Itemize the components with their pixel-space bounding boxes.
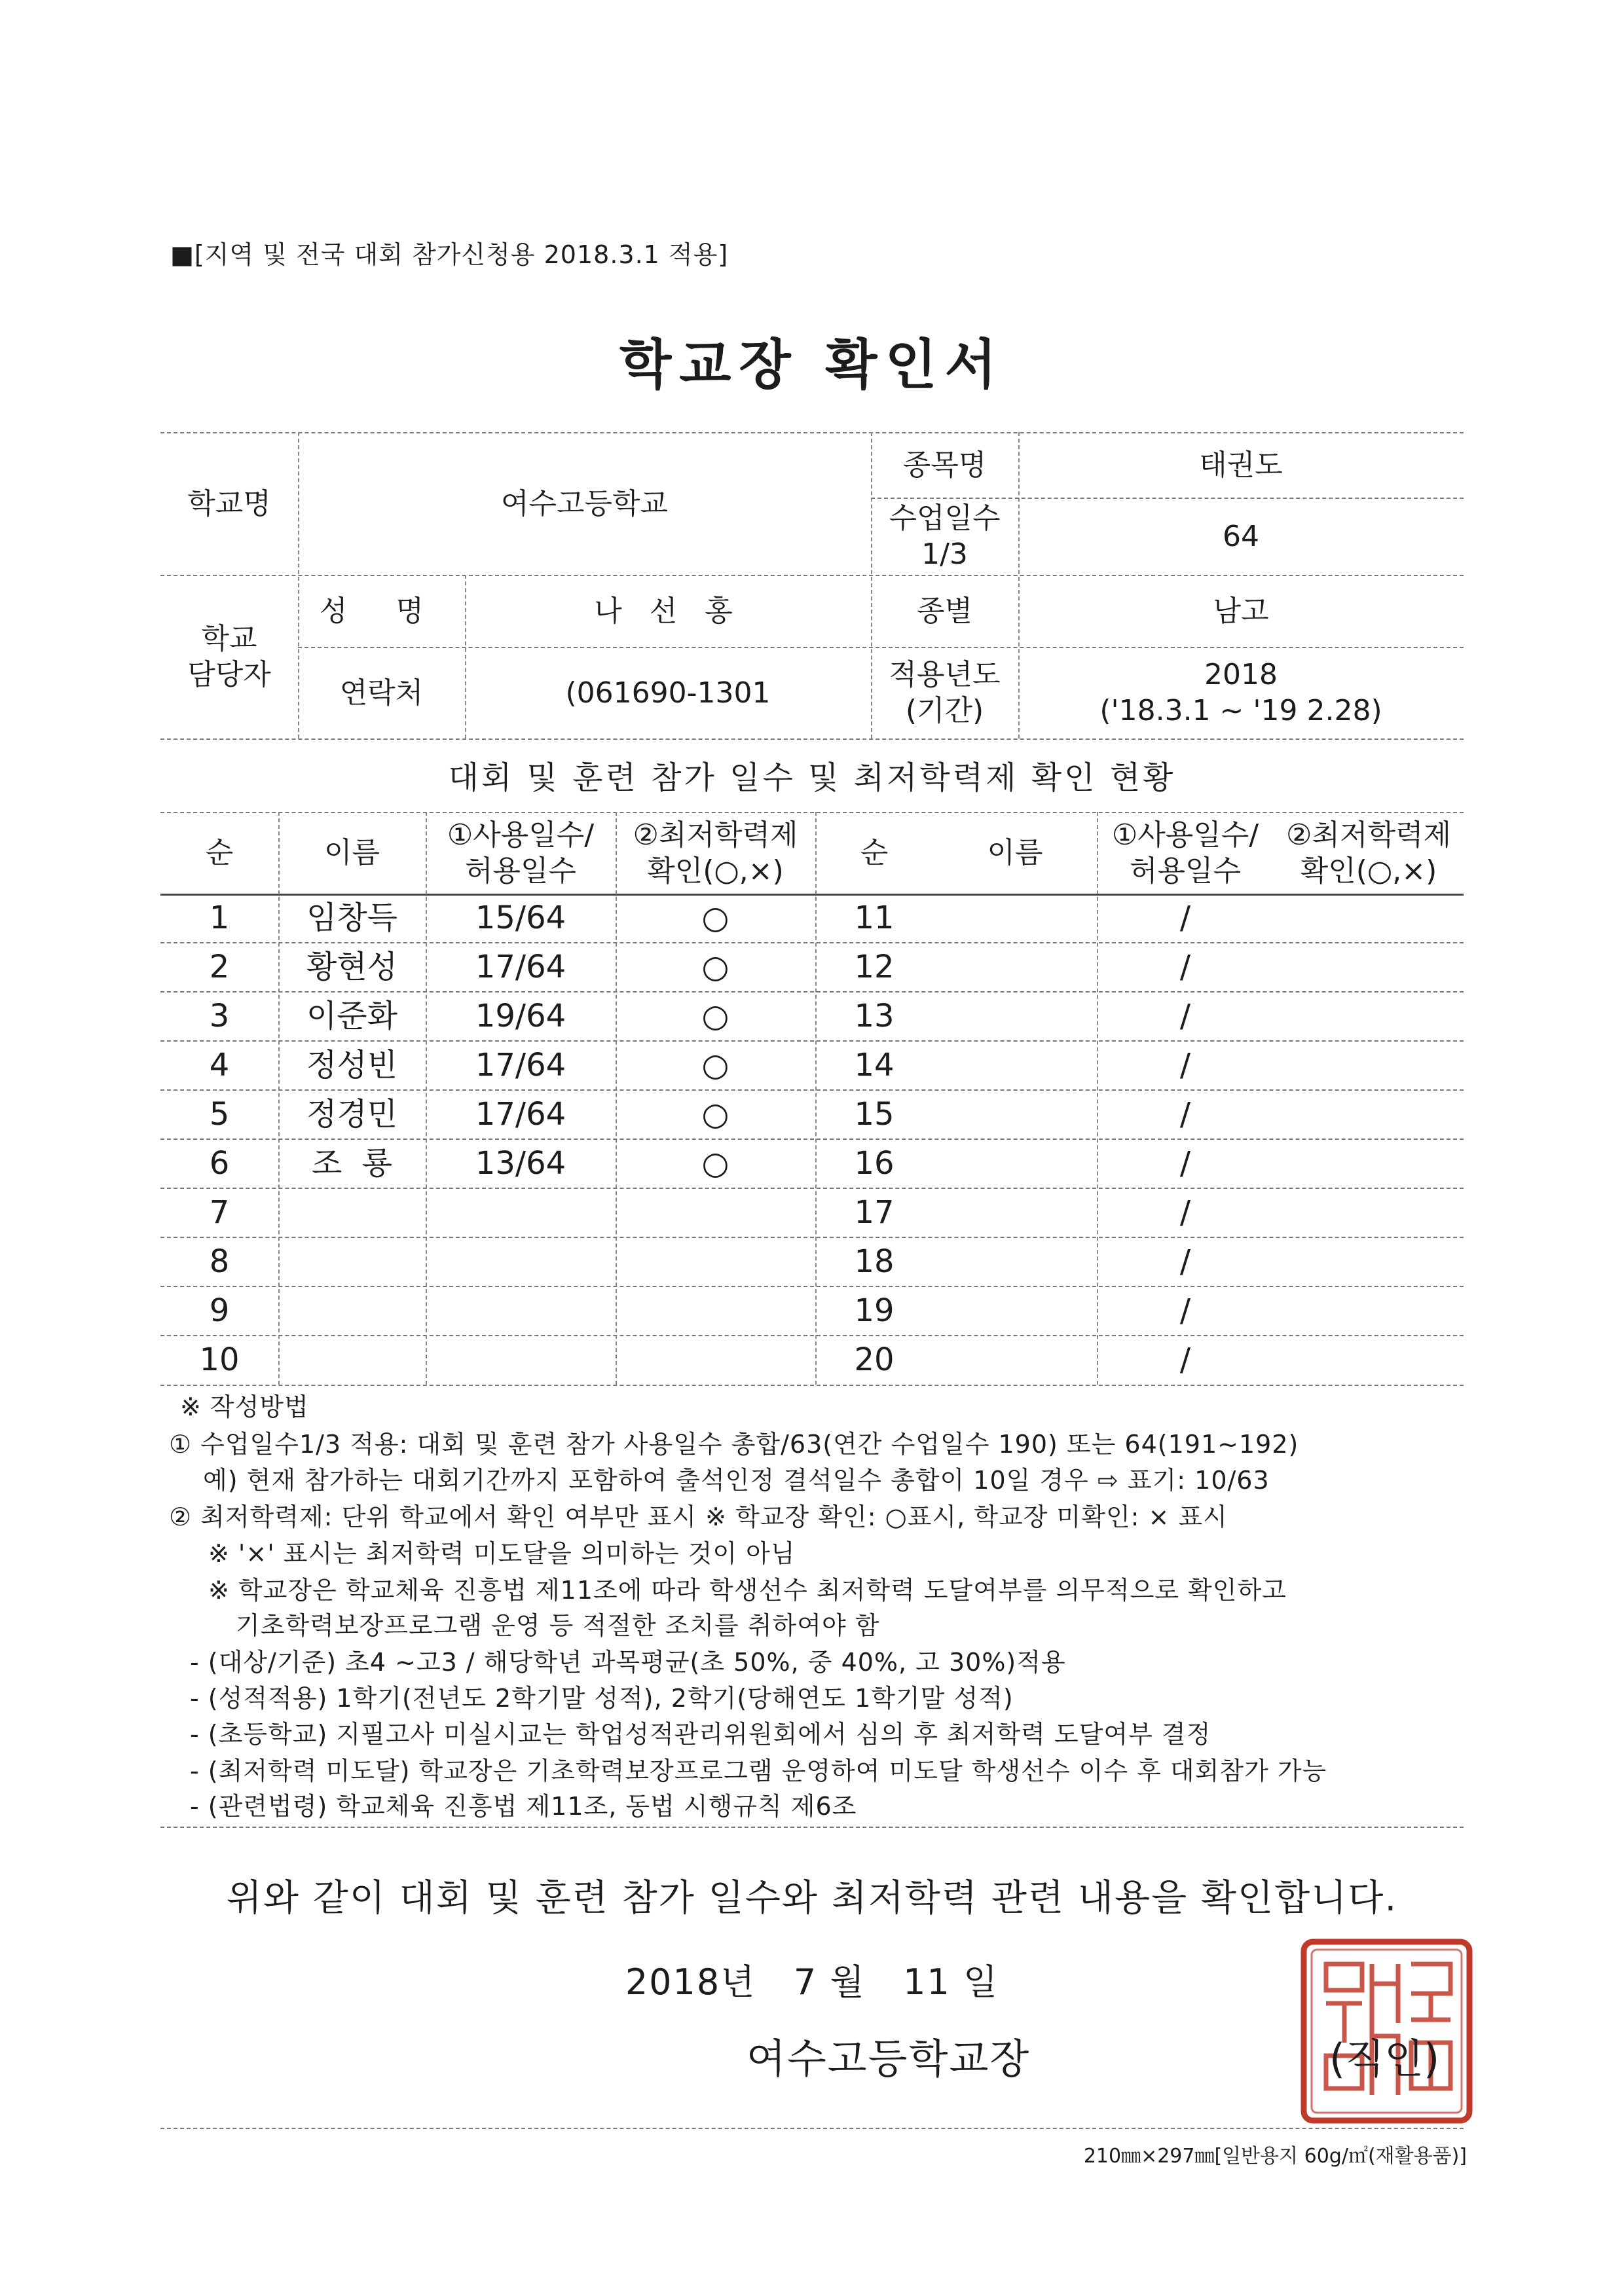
- row-num-right: 20: [854, 1341, 895, 1378]
- row-days-right: /: [1179, 900, 1191, 936]
- row-num-right: 19: [854, 1292, 895, 1329]
- row-check: ○: [701, 1095, 729, 1133]
- row-num: 9: [209, 1292, 230, 1329]
- row-num-right: 14: [854, 1046, 895, 1084]
- header-days-right: ①사용일수/ 허용일수: [1111, 818, 1259, 888]
- header-days: ①사용일수/ 허용일수: [447, 818, 595, 888]
- row-check: ○: [701, 900, 729, 936]
- row-days-right: /: [1179, 1095, 1191, 1133]
- note-line: ① 수업일수1/3 적용: 대회 및 훈련 참가 사용일수 총합/63(연간 수업일수 190) 또는 64(191~192): [169, 1430, 1299, 1459]
- school-name-label: 학교명: [187, 486, 271, 520]
- header-name: 이름: [323, 836, 380, 869]
- row-num: 5: [209, 1095, 230, 1133]
- status-title: 대회 및 훈련 참가 일수 및 최저학력제 확인 현황: [448, 759, 1176, 796]
- row-check: ○: [701, 997, 729, 1034]
- row-days-right: /: [1179, 997, 1191, 1034]
- row-num-right: 15: [854, 1095, 895, 1133]
- note-line: - (성적적용) 1학기(전년도 2학기말 성적), 2학기(당해연도 1학기말 성적): [190, 1684, 1014, 1713]
- gender-label: 종별: [916, 594, 972, 628]
- form-header-note: ■[지역 및 전국 대회 참가신청용 2018.3.1 적용]: [170, 240, 729, 269]
- row-name: 황현성: [306, 948, 398, 985]
- contact-label: 연락처: [339, 676, 424, 710]
- note-line: 예) 현재 참가하는 대회기간까지 포함하여 출석인정 결석일수 총합이 10일 경우 ⇨ 표기: 10/63: [203, 1466, 1270, 1495]
- note-line: ※ '×' 표시는 최저학력 미도달을 의미하는 것이 아님: [208, 1539, 796, 1568]
- manager-name-value: 나 선 홍: [594, 594, 742, 628]
- contact-value: (061690-1301: [565, 676, 771, 710]
- header-check: ②최저학력제 확인(○,×): [633, 818, 798, 888]
- row-num-right: 17: [854, 1194, 895, 1231]
- row-name: 정경민: [306, 1095, 398, 1133]
- row-num-right: 13: [854, 997, 895, 1034]
- row-name: 정성빈: [306, 1046, 398, 1084]
- row-num: 4: [209, 1046, 230, 1084]
- row-num-right: 12: [854, 948, 895, 985]
- row-num-right: 11: [854, 900, 895, 936]
- row-days: 19/64: [475, 997, 566, 1034]
- note-line: - (관련법령) 학교체육 진흥법 제11조, 동법 시행규칙 제6조: [190, 1792, 857, 1821]
- row-num: 6: [209, 1144, 230, 1182]
- gender-value: 남고: [1213, 594, 1269, 628]
- row-check: ○: [701, 948, 729, 985]
- row-num-right: 18: [854, 1243, 895, 1280]
- note-line: - (대상/기준) 초4 ~고3 / 해당학년 과목평균(초 50%, 중 40%, 고 30%)적용: [190, 1648, 1066, 1677]
- row-name: 이준화: [306, 997, 398, 1034]
- row-num: 7: [209, 1194, 230, 1231]
- row-num-right: 16: [854, 1144, 895, 1182]
- row-days-right: /: [1179, 1341, 1191, 1378]
- row-days: 17/64: [475, 948, 566, 985]
- row-check: ○: [701, 1046, 729, 1084]
- sport-label: 종목명: [902, 448, 987, 482]
- row-num: 8: [209, 1243, 230, 1280]
- school-name-value: 여수고등학교: [500, 486, 669, 520]
- row-num: 3: [209, 997, 230, 1034]
- paper-spec-footer: 210㎜×297㎜[일반용지 60g/㎡(재활용품)]: [1083, 2145, 1467, 2168]
- row-days-right: /: [1179, 1046, 1191, 1084]
- row-days-right: /: [1179, 1243, 1191, 1280]
- row-days: 17/64: [475, 1095, 566, 1133]
- note-line: - (초등학교) 지필고사 미실시교는 학업성적관리위원회에서 심의 후 최저학력 도달여부 결정: [190, 1720, 1211, 1749]
- row-num: 10: [199, 1341, 240, 1378]
- row-days-right: /: [1179, 1194, 1191, 1231]
- header-num: 순: [205, 836, 234, 869]
- year-label: 적용년도 (기간): [889, 658, 1001, 727]
- row-days-right: /: [1179, 1292, 1191, 1329]
- row-check: ○: [701, 1144, 729, 1182]
- row-name: 조 룡: [311, 1144, 393, 1182]
- row-num: 2: [209, 948, 230, 985]
- confirmation-text: 위와 같이 대회 및 훈련 참가 일수와 최저학력 관련 내용을 확인합니다.: [226, 1877, 1398, 1920]
- note-line: 기초학력보장프로그램 운영 등 적절한 조치를 취하여야 함: [236, 1611, 880, 1640]
- year-value: 2018 ('18.3.1 ~ '19 2.28): [1099, 658, 1382, 727]
- seal-label: (직인): [1329, 2035, 1440, 2083]
- document-title: 학교장 확인서: [619, 334, 1005, 396]
- principal-signature: 여수고등학교장: [747, 2035, 1031, 2083]
- row-name: 임창득: [306, 900, 398, 936]
- row-days-right: /: [1179, 948, 1191, 985]
- name-label: 성 명: [320, 594, 443, 628]
- row-days: 17/64: [475, 1046, 566, 1084]
- row-num: 1: [209, 900, 230, 936]
- row-days-right: /: [1179, 1144, 1191, 1182]
- header-name-right: 이름: [987, 836, 1043, 869]
- note-line: ※ 작성방법: [180, 1393, 309, 1421]
- header-num-right: 순: [860, 836, 889, 869]
- header-check-right: ②최저학력제 확인(○,×): [1286, 818, 1451, 888]
- class-days-label: 수업일수 1/3: [889, 501, 1001, 571]
- row-days: 13/64: [475, 1144, 566, 1182]
- sport-value: 태권도: [1199, 448, 1283, 482]
- confirmation-date: 2018년 7 월 11 일: [625, 1961, 999, 2003]
- class-days-value: 64: [1223, 519, 1259, 553]
- note-line: - (최저학력 미도달) 학교장은 기초학력보장프로그램 운영하여 미도달 학생선수 이수 후 대회참가 가능: [190, 1757, 1327, 1785]
- row-days: 15/64: [475, 900, 566, 936]
- note-line: ② 최저학력제: 단위 학교에서 확인 여부만 표시 ※ 학교장 확인: ○표시, 학교장 미확인: × 표시: [169, 1503, 1228, 1531]
- manager-label: 학교 담당자: [187, 622, 271, 691]
- note-line: ※ 학교장은 학교체육 진흥법 제11조에 따라 학생선수 최저학력 도달여부를 의무적으로 확인하고: [208, 1576, 1287, 1605]
